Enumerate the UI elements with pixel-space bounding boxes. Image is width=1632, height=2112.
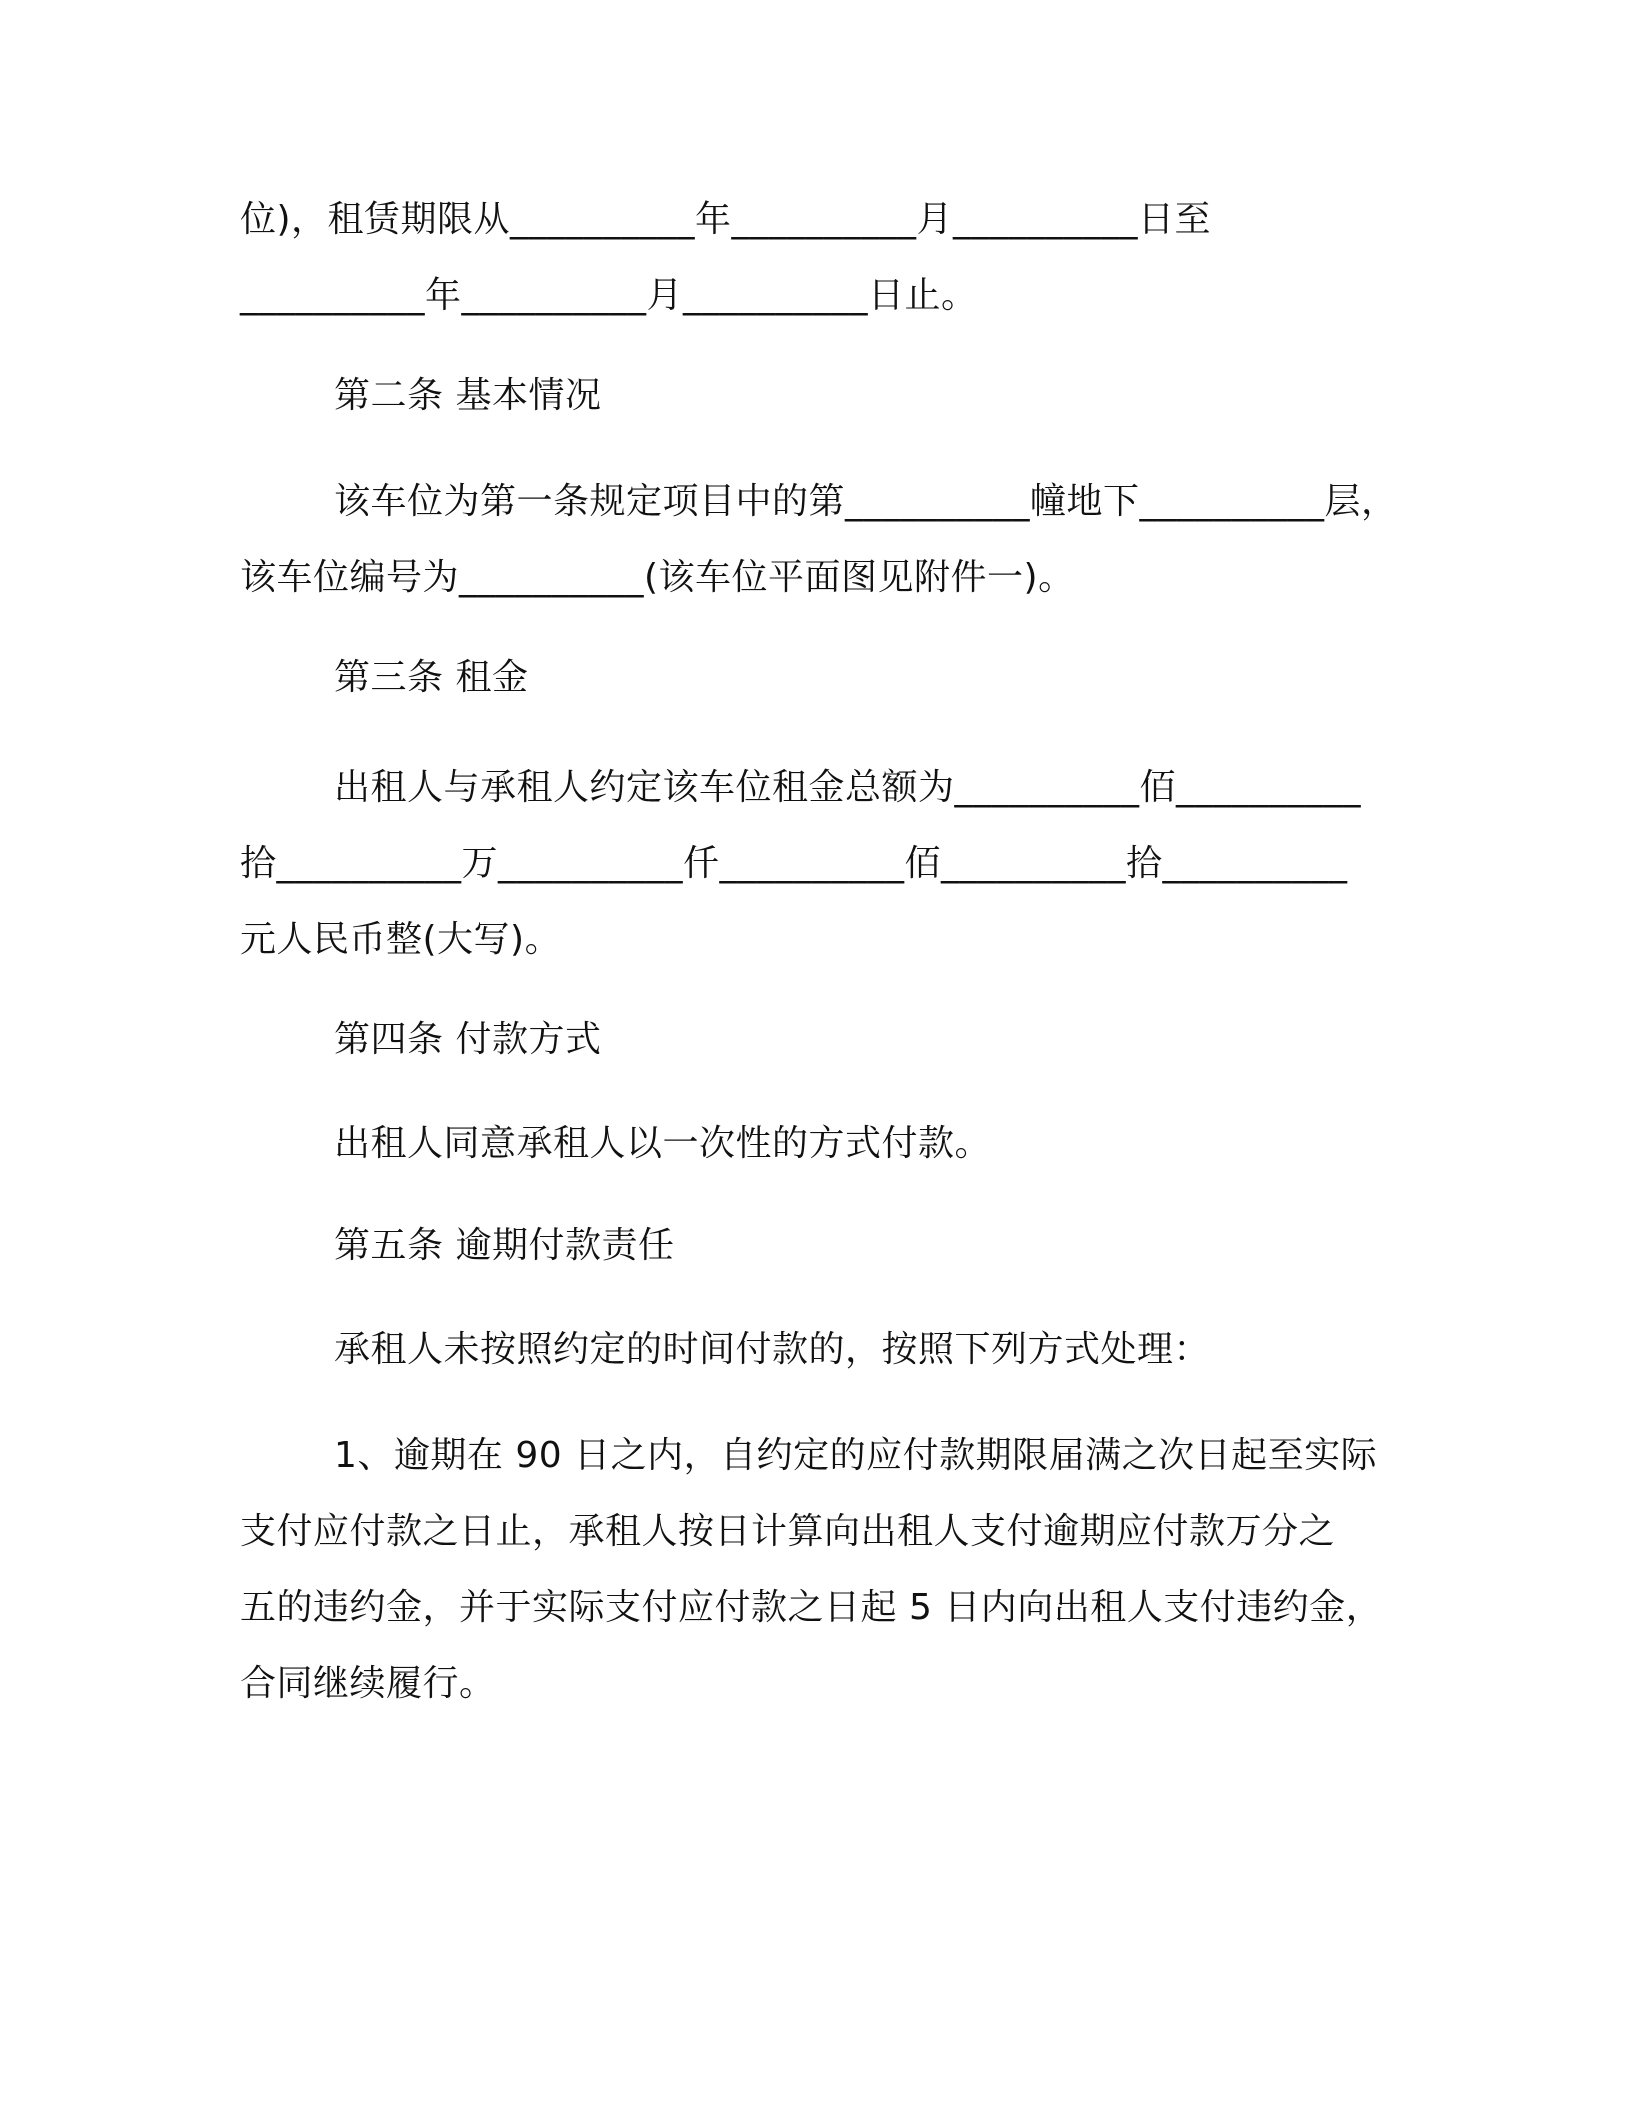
article-3-text-line-1: 出租人与承租人约定该车位租金总额为__________佰__________ [334,767,1362,808]
article-5-item-1-line-4: 合同继续履行。 [240,1663,496,1704]
article-3-text-line-3: 元人民币整(大写)。 [240,919,562,960]
article-4-heading: 第四条 付款方式 [334,1019,602,1060]
article-5-item-1-line-1: 1、逾期在 90 日之内，自约定的应付款期限届满之次日起至实际 [334,1435,1378,1476]
article-2-text-line-2: 该车位编号为__________(该车位平面图见附件一)。 [240,557,1075,598]
article-5-item-1-line-2: 支付应付款之日止，承租人按日计算向出租人支付逾期应付款万分之 [240,1511,1336,1552]
article-5-intro: 承租人未按照约定的时间付款的，按照下列方式处理： [334,1329,1211,1370]
article-2-text-line-1: 该车位为第一条规定项目中的第__________幢地下__________层， [334,481,1398,522]
lease-term-line-1: 位)，租赁期限从__________年__________月__________日至 [240,199,1212,240]
article-3-heading: 第三条 租金 [334,657,529,698]
lease-term-line-2: __________年__________月__________日止。 [240,275,978,316]
article-5-heading: 第五条 逾期付款责任 [334,1225,675,1266]
article-4-text: 出租人同意承租人以一次性的方式付款。 [334,1123,992,1164]
article-5-item-1-line-3: 五的违约金，并于实际支付应付款之日起 5 日内向出租人支付违约金， [240,1587,1383,1628]
article-2-heading: 第二条 基本情况 [334,375,602,416]
article-3-text-line-2: 拾__________万__________仟__________佰__________拾__________ [240,843,1348,884]
